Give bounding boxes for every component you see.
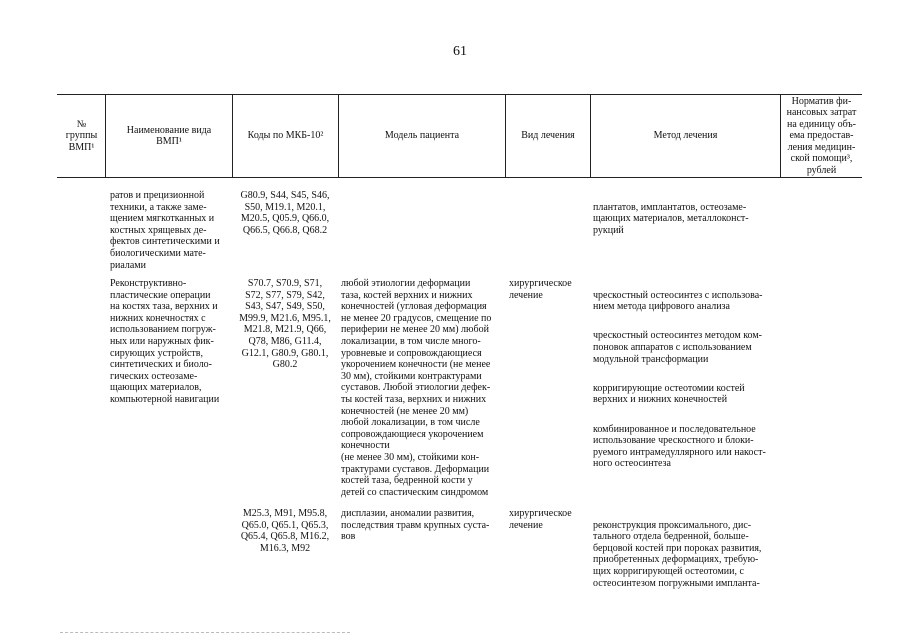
header-icd-codes: Коды по МКБ-10² — [247, 130, 324, 142]
header-cost-norm: Норматив фи- нансовых затрат на единицу объ- ема предостав- ления медицин- ской помощи³, рублей — [786, 95, 857, 176]
treatment-method-item: корригирующие остеотомии костей верхних и нижних конечностей — [593, 382, 745, 406]
treatment-method-item: плантатов, имплантатов, остеозаме- щающих материалов, металлоконст- рукций — [593, 201, 749, 236]
header-group-number: № группы ВМП¹ — [65, 118, 98, 153]
treatment-method-item: чрескостный остеосинтез с использова- нием метода цифрового анализа — [593, 289, 763, 313]
row-3-treatment-method — [593, 508, 778, 601]
header-vmp-name: Наименование вида ВМП¹ — [126, 124, 212, 147]
row-3-treatment-type: хирургическое лечение — [509, 508, 572, 531]
treatment-method-item: комбинированное и последовательное использование чрескостного и блоки- руемого интрамедуллярного или накост- ного остеосинтеза — [593, 423, 766, 470]
header-bottom-rule — [57, 177, 862, 178]
row-1-vmp-name: ратов и прецизионной техники, а также заме- щением мягкотканных и костных хрящевых де- фектов синтетическими и биологическими мате- риалами — [110, 190, 220, 271]
row-3-icd-codes: M25.3, M91, M95.8, Q65.0, Q65.1, Q65.3, Q65.4, Q65.8, M16.2, M16.3, M92 — [240, 508, 330, 554]
row-2-icd-codes: S70.7, S70.9, S71, S72, S77, S79, S42, S43, S47, S49, S50, M99.9, M21.6, M95.1, M21.8, M21.9, Q66, Q78, M86, G11.4, G12.1, G80.9, G80.1, G80.2 — [239, 278, 331, 371]
row-2-patient-model: любой этиологии деформации таза, костей верхних и нижних конечностей (угловая деформация не менее 20 градусов, смещение по периферии не менее 20 мм) любой локализации, в том числе много- уровневые и сопровождающиеся укорочением конечности (не менее 30 мм), стойкими контрактурами суставов. Любой этиологии дефек- ты костей таза, верхних и нижних конечностей (не менее 20 мм) любой локализации, в том числе сопровождающиеся укорочением конечности (не менее 30 мм), стойкими кон- трактурами суставов. Деформации костей таза, бедренной кости у детей со спастическим синдромом — [341, 278, 492, 498]
row-1-icd-codes: G80.9, S44, S45, S46, S50, M19.1, M20.1, M20.5, Q05.9, Q66.0, Q66.5, Q66.8, Q68.2 — [240, 190, 330, 236]
row-2-treatment-type: хирургическое лечение — [509, 278, 572, 301]
treatment-method-item: реконструкция проксимального, дис- тального отдела бедренной, больше- берцовой костей при пороках развития, приобретенных деформациях, требую- щих корригирующей остеотомии, с остеосинтезом погружными импланта- — [593, 519, 762, 589]
header-patient-model: Модель пациента — [384, 130, 460, 142]
treatment-method-item: чрескостный остеосинтез методом ком- поновок аппаратов с использованием модульной трансформации — [593, 330, 763, 365]
header-treatment-method: Метод лечения — [653, 130, 718, 142]
row-2-treatment-method — [593, 278, 778, 482]
row-3-patient-model: дисплазии, аномалии развития, последствия травм крупных суста- вов — [341, 508, 490, 543]
header-treatment-type: Вид лечения — [521, 130, 575, 142]
row-2-vmp-name: Реконструктивно- пластические операции на костях таза, верхних и нижних конечностях с использованием погруж- ных или наружных фик- сирующих устройств, синтетических и биоло- гических остеозаме- щающих материалов, компьютерной навигации — [110, 278, 220, 405]
footer-separator — [60, 632, 350, 634]
row-1-treatment-method — [593, 190, 778, 248]
page-number: 61 — [453, 44, 467, 59]
